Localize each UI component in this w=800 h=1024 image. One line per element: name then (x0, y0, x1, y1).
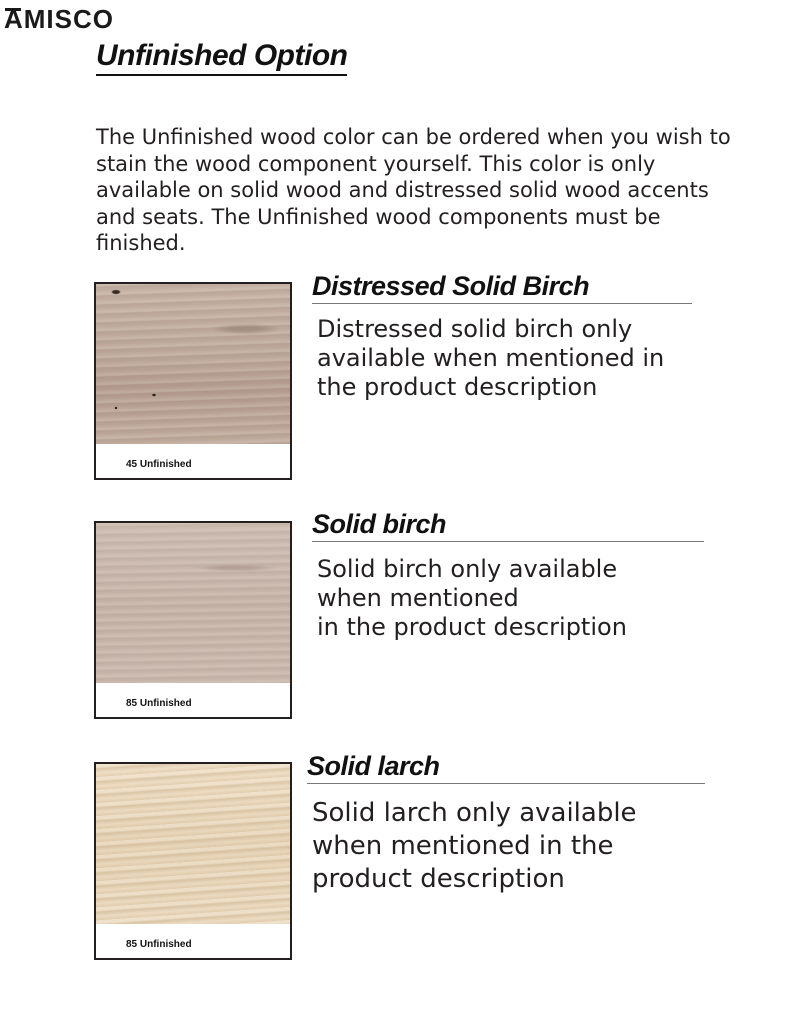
swatch-solid-larch (94, 762, 292, 960)
swatch-solid-birch (94, 521, 292, 719)
section-title-solid-birch: Solid birch (312, 509, 704, 542)
swatch-distressed-solid-birch (94, 282, 292, 480)
section-title-solid-larch: Solid larch (307, 751, 705, 784)
wood-sample-image (96, 284, 290, 444)
brand-logo: AMISCO (4, 4, 114, 34)
section-description-solid-larch: Solid larch only available when mentioned in the product description (312, 798, 637, 894)
section-description-solid-birch: Solid birch only available when mentioned in the product description (317, 555, 627, 641)
intro-paragraph: The Unfinished wood color can be ordered when you wish to stain the wood component yourself. This color is only available on solid wood and distressed solid wood accents and seats. The Unfinished wood components must be finished. (96, 125, 731, 255)
swatch-code-label: 85 Unfinished (126, 698, 192, 709)
wood-sample-image (96, 764, 290, 924)
swatch-code-label: 45 Unfinished (126, 459, 192, 470)
wood-sample-image (96, 523, 290, 683)
swatch-code-label: 85 Unfinished (126, 939, 192, 950)
page-title: Unfinished Option (96, 38, 347, 76)
section-description-distressed-solid-birch: Distressed solid birch only available when mentioned in the product description (317, 315, 665, 401)
section-title-distressed-solid-birch: Distressed Solid Birch (312, 271, 692, 304)
